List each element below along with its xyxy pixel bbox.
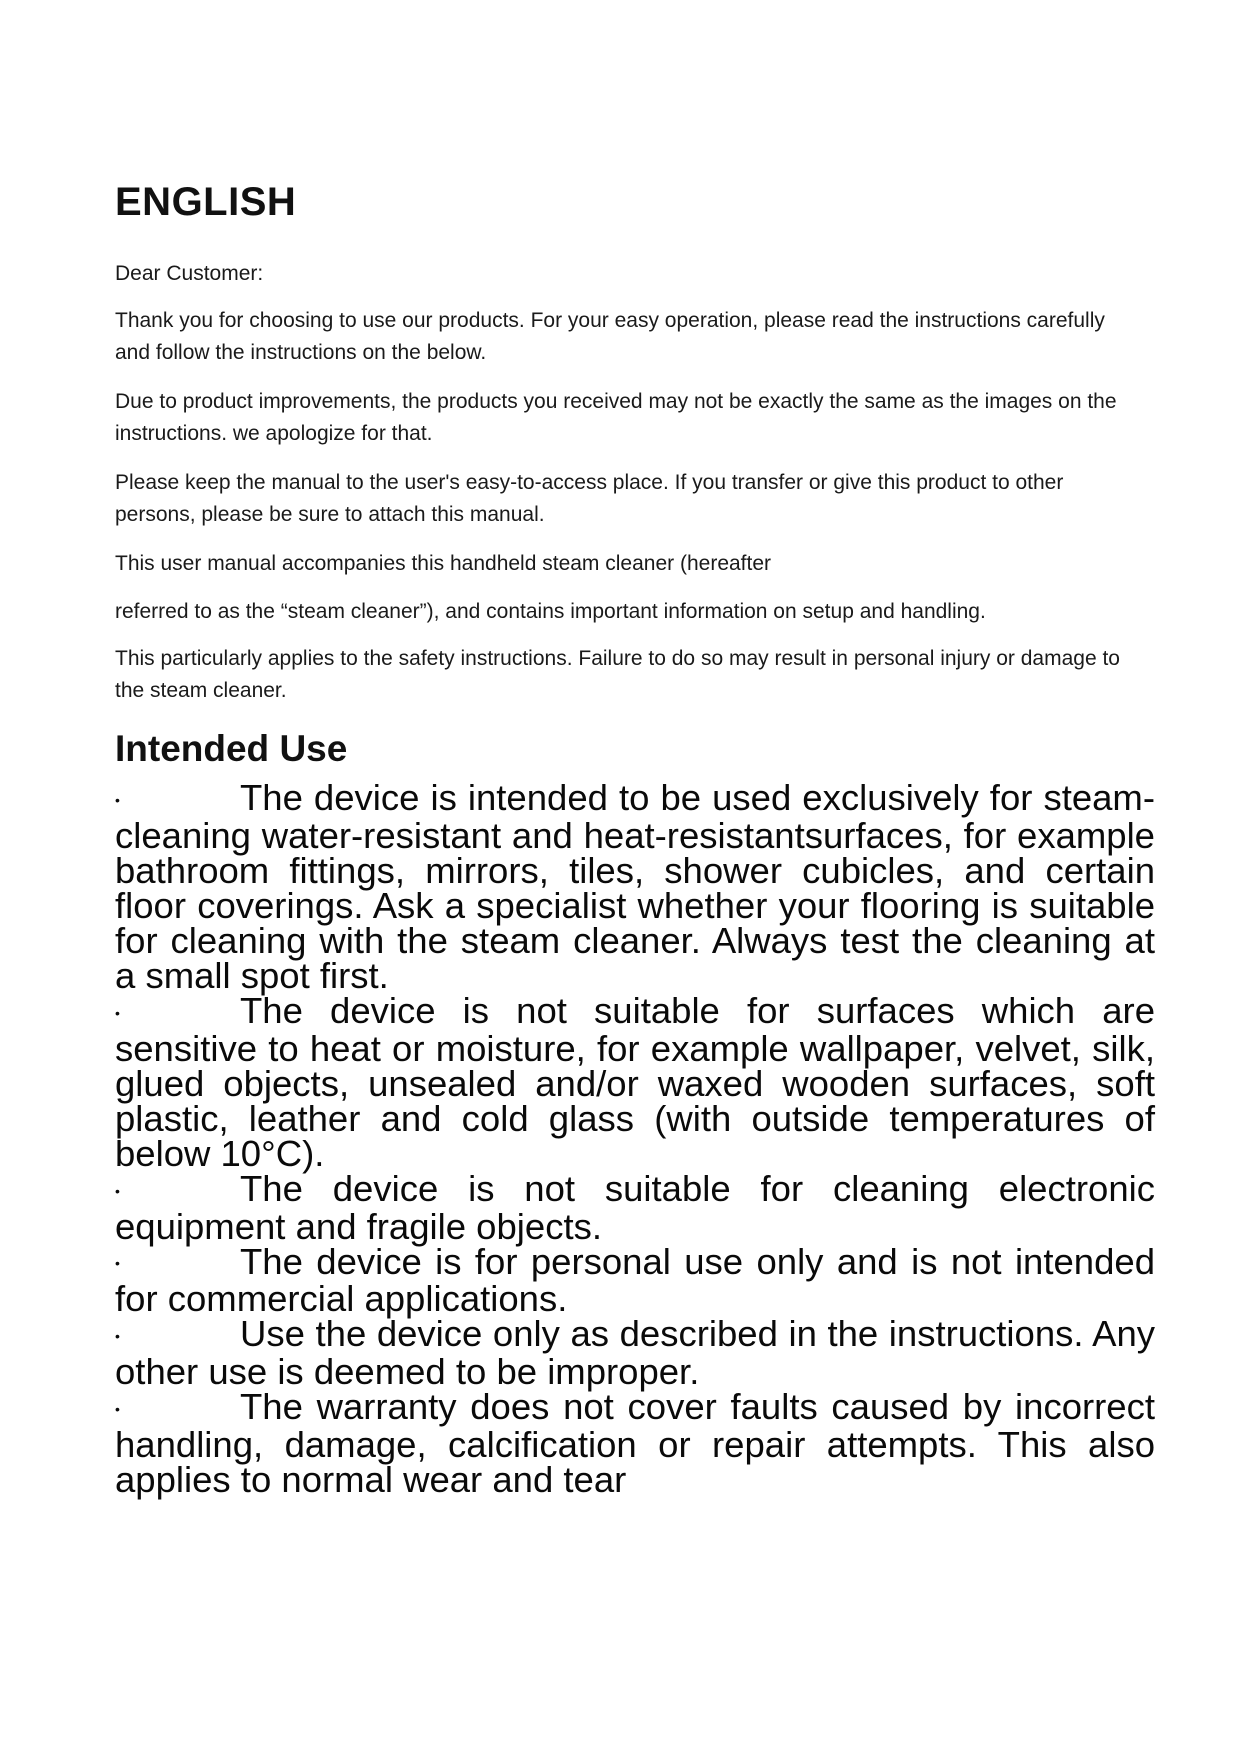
referred-paragraph: referred to as the “steam cleaner”), and contains important information on setup and handling. bbox=[115, 600, 986, 623]
list-item-text: The warranty does not cover faults caused by incorrect handling, damage, calcification or repair attempts. This also applies to normal wear and tear bbox=[115, 1386, 1155, 1501]
list-item-text: The device is not suitable for cleaning electronic equipment and fragile objects. bbox=[115, 1167, 1155, 1247]
improvements-paragraph: Due to product improvements, the products you received may not be exactly the same as the images on the instructions. we apologize for that. bbox=[115, 390, 1117, 445]
intro-paragraph: Thank you for choosing to use our products. For your easy operation, please read the instructions carefully and follow the instructions on the below. bbox=[115, 309, 1105, 364]
list-item-text: The device is for personal use only and is not intended for commercial applications. bbox=[115, 1240, 1155, 1320]
list-item-text: The device is intended to be used exclusively for steam-cleaning water-resistant and heat-resistantsurfaces, for example bathroom fittings, mirrors, tiles, shower cubicles, and certain floor coverings. Ask a specialist whether your flooring is suitable for cleaning with the steam cleaner. Always test the cleaning at a small spot first. bbox=[115, 777, 1155, 996]
list-item bbox=[115, 1167, 1155, 1247]
bullet-icon: • bbox=[115, 1182, 120, 1199]
intended-use-heading: Intended Use bbox=[115, 728, 348, 769]
list-item bbox=[115, 989, 1155, 1174]
bullet-icon: • bbox=[115, 1328, 120, 1345]
safety-paragraph: This particularly applies to the safety instructions. Failure to do so may result in personal injury or damage to the steam cleaner. bbox=[115, 647, 1120, 702]
bullet-icon: • bbox=[115, 1255, 120, 1272]
bullet-icon: • bbox=[115, 1004, 120, 1021]
list-item-text: Use the device only as described in the instructions. Any other use is deemed to be improper. bbox=[115, 1313, 1155, 1393]
list-item bbox=[115, 1240, 1155, 1320]
language-heading: ENGLISH bbox=[115, 180, 297, 224]
intended-use-list bbox=[115, 777, 1155, 1501]
list-item bbox=[115, 1386, 1155, 1501]
list-item bbox=[115, 777, 1155, 996]
accompanies-paragraph: This user manual accompanies this handheld steam cleaner (hereafter bbox=[115, 552, 772, 575]
greeting-paragraph: Dear Customer: bbox=[115, 262, 264, 285]
bullet-icon: • bbox=[115, 791, 120, 808]
list-item bbox=[115, 1313, 1155, 1393]
bullet-icon: • bbox=[115, 1401, 120, 1418]
keep-manual-paragraph: Please keep the manual to the user's easy-to-access place. If you transfer or give this product to other persons, please be sure to attach this manual. bbox=[115, 471, 1064, 526]
list-item-text: The device is not suitable for surfaces which are sensitive to heat or moisture, for example wallpaper, velvet, silk, glued objects, unsealed and/or waxed wooden surfaces, soft plastic, leather and cold glass (with outside temperatures of below 10°C). bbox=[115, 989, 1155, 1174]
